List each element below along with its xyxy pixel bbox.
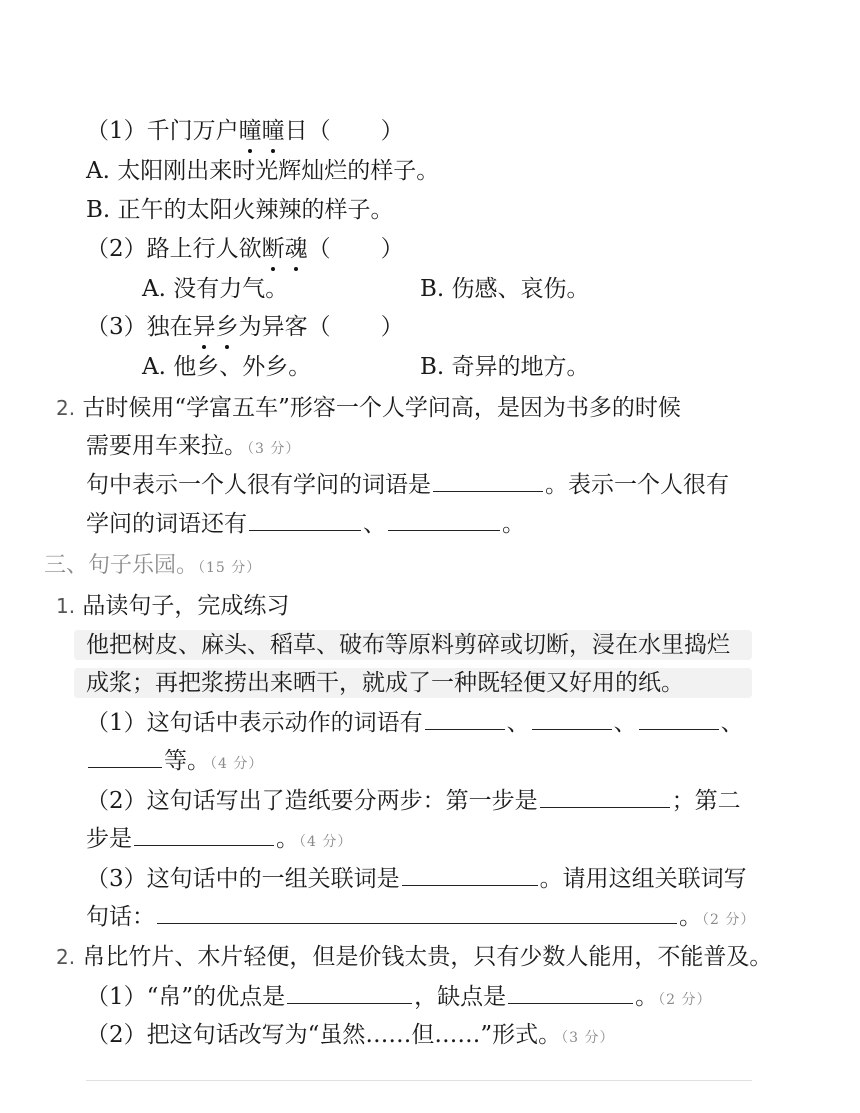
question-text: （2）把这句话改写为“虽然……但……”形式。 (86, 1022, 562, 1048)
q2-line1 (56, 393, 681, 423)
passage-line: 成浆；再把浆捞出来晒干，就成了一种既轻便又好用的纸。 (86, 670, 684, 696)
points-label: （15 分） (198, 560, 262, 576)
answer-blank[interactable] (639, 709, 719, 730)
answer-blank[interactable] (249, 510, 361, 531)
s3q2-part2 (86, 1020, 615, 1053)
question-number: 2. (56, 945, 76, 969)
s3q1-title (56, 591, 289, 621)
s3q1-part1-line2 (86, 746, 263, 779)
q2-line2 (86, 431, 300, 464)
q1-item1-tail: 日（ (284, 118, 331, 144)
answer-blank[interactable] (287, 983, 412, 1004)
dotted-char: 乡 (215, 314, 239, 340)
passage-line: 他把树皮、麻头、稻草、破布等原料剪碎或切断，浸在水里捣烂 (86, 632, 730, 658)
points-label: （3 分） (561, 1030, 615, 1046)
answer-blank[interactable] (157, 903, 677, 924)
period: 。 (502, 511, 525, 537)
question-text: ；第二 (671, 788, 741, 814)
q2-text: 句中表示一个人很有学问的词语是 (86, 472, 431, 498)
answer-blank[interactable] (532, 709, 612, 730)
q2-line4 (86, 509, 525, 539)
q1-item2-tail: （ (307, 236, 331, 262)
q1-item2-label: （2）路上行人欲 (86, 236, 262, 262)
question-text: 品读句子，完成练习 (82, 593, 290, 619)
question-text: ，缺点是 (414, 984, 507, 1010)
section-title: 三、句子乐园。 (44, 553, 199, 578)
q1-item2-option-b: B. 伤感、哀伤。 (420, 276, 590, 302)
q1-item3 (86, 312, 404, 342)
q1-item3-option-a: A. 他乡、外乡。 (142, 354, 312, 380)
question-text: （1）“帛”的优点是 (86, 984, 286, 1010)
q1-item2-option-a: A. 没有力气。 (142, 276, 289, 302)
question-text: （3）这句话中的一组关联词是 (86, 866, 400, 892)
q1-item3-tail: 为异客（ (238, 314, 331, 340)
paren-close: ） (380, 314, 404, 340)
question-text: （1）这句话中表示动作的词语有 (86, 710, 423, 736)
s3q1-part2-line1 (86, 786, 741, 816)
q1-item3-option-b: B. 奇异的地方。 (420, 354, 590, 380)
bottom-rule (86, 1080, 752, 1081)
question-text: 步是 (86, 826, 132, 852)
separator: 、 (613, 710, 637, 736)
paren-close: ） (380, 236, 404, 262)
points-label: （4 分） (299, 834, 353, 850)
answer-blank[interactable] (402, 865, 538, 886)
points-label: （3 分） (247, 441, 301, 457)
s3q1-part1-line1 (86, 708, 744, 738)
dotted-char: 曈 (238, 118, 262, 144)
answer-blank[interactable] (433, 471, 543, 492)
separator: 、 (363, 511, 386, 537)
question-text: 等。 (164, 748, 210, 774)
period: 。 (679, 904, 702, 930)
period: 。 (276, 826, 299, 852)
separator: 、 (506, 710, 530, 736)
question-text: 句话： (86, 904, 155, 930)
s3q1-part3-line2 (86, 902, 755, 935)
question-text: （2）这句话写出了造纸要分两步：第一步是 (86, 788, 538, 814)
answer-blank[interactable] (388, 510, 500, 531)
s3q1-part3-line1 (86, 864, 747, 894)
question-text: 。请用这组关联词写 (539, 866, 747, 892)
q1-item1-option-b: B. 正午的太阳火辣辣的样子。 (86, 197, 394, 223)
s3q2-line1 (56, 942, 772, 972)
q2-line3 (86, 470, 729, 500)
q1-item3-label: （3）独在 (86, 314, 193, 340)
answer-blank[interactable] (88, 747, 162, 768)
dotted-char: 魂 (284, 236, 308, 262)
question-number: 2. (56, 396, 76, 420)
period: 。 (635, 984, 659, 1010)
answer-blank[interactable] (508, 983, 633, 1004)
answer-blank[interactable] (425, 709, 505, 730)
section-3-header (44, 550, 261, 583)
q1-item1-label: （1）千门万户 (86, 118, 239, 144)
dotted-char: 曈 (261, 118, 285, 144)
dotted-char: 断 (261, 236, 285, 262)
q2-text: 古时候用“学富五车”形容一个人学问高，是因为书多的时候 (82, 395, 681, 421)
answer-blank[interactable] (540, 787, 670, 808)
q1-item1-option-a: A. 太阳刚出来时光辉灿烂的样子。 (86, 158, 440, 184)
paren-close: ） (380, 118, 404, 144)
question-text: 帛比竹片、木片轻便，但是价钱太贵，只有少数人能用，不能普及。 (82, 944, 773, 970)
dotted-char: 异 (192, 314, 216, 340)
q2-text: 。表示一个人很有 (545, 472, 729, 498)
q2-text: 学问的词语还有 (86, 511, 247, 537)
q1-item1 (86, 116, 404, 146)
s3q1-part2-line2 (86, 824, 352, 857)
points-label: （4 分） (210, 756, 264, 772)
s3q2-part1 (86, 982, 712, 1015)
answer-blank[interactable] (134, 825, 274, 846)
q1-item2 (86, 234, 404, 264)
points-label: （2 分） (658, 992, 712, 1008)
question-number: 1. (56, 594, 76, 618)
separator: 、 (720, 710, 744, 736)
points-label: （2 分） (702, 912, 756, 928)
q2-text: 需要用车来拉。 (86, 433, 247, 459)
